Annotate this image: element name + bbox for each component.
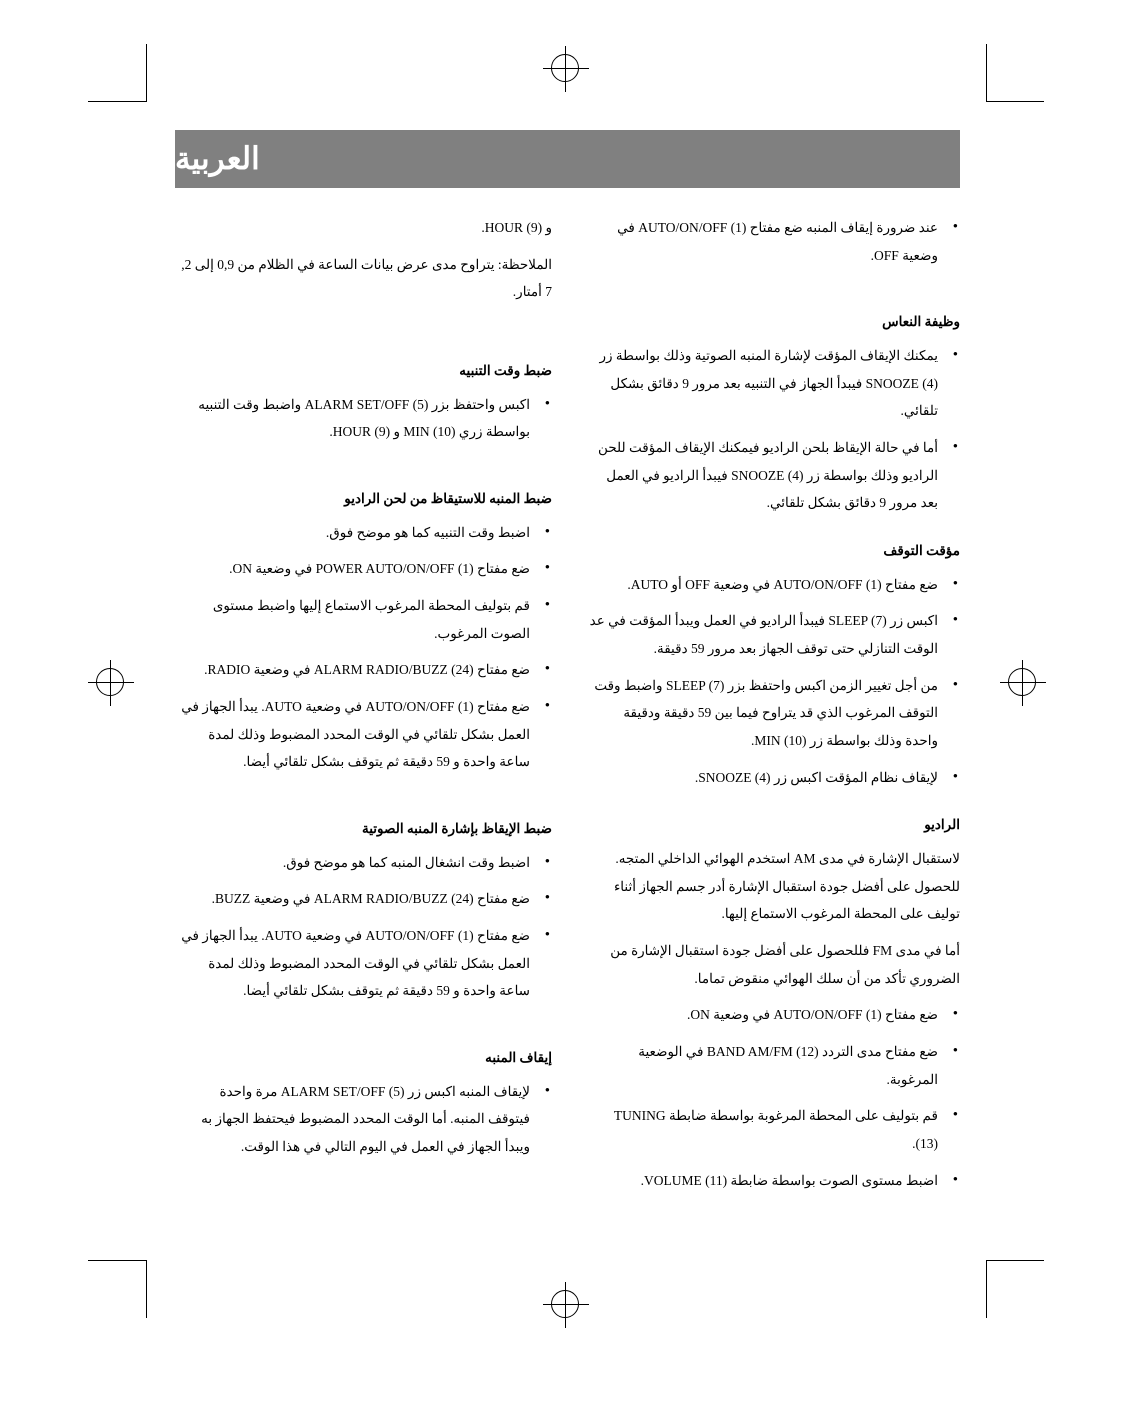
section-heading-sleep-timer: مؤقت التوقف [883, 543, 960, 559]
section-list-sleep-timer [588, 571, 960, 792]
list-item: • ضع مفتاح مدى التردد BAND AM/FM (12) في الوضعية المرغوبة. [588, 1038, 960, 1093]
two-column-body [175, 214, 960, 1203]
list-item: • لإيقاف نظام المؤقت اكبس زر SNOOZE (4). [588, 764, 960, 792]
note-text: الملاحظة: يتراوح مدى عرض بيانات الساعة في الظلام من 0,9 إلى 2, 7 أمتار. [181, 256, 552, 300]
section-heading-wake-to-radio: ضبط المنبه للاستيقاظ من لحن الراديو [344, 491, 552, 507]
list-item: • لإيقاف المنبه اكبس زر ALARM SET/OFF (5) مرة واحدة فيتوقف المنبه. أما الوقت المحدد المضبوط فيحتفظ الجهاز به ويبدأ الجهاز في العمل في اليوم التالي في هذا الوقت. [180, 1078, 552, 1161]
right-top-list [588, 214, 960, 269]
list-item: • أما في حالة الإيقاظ بلحن الراديو فيمكنك الإيقاف المؤقت للحن الراديو وذلك بواسطة زر SNOOZE (4) فيبدأ الراديو في العمل بعد مرور 9 دقائق بشكل تلقائي. [588, 434, 960, 517]
list-item: • قم بتوليف على المحطة المرغوبة بواسطة ضابطة TUNING (13). [588, 1102, 960, 1157]
section-heading-set-alarm-time: ضبط وقت التنبيه [459, 363, 552, 379]
page-content [175, 130, 960, 1203]
list-item: • ضع مفتاح AUTO/ON/OFF (1) في وضعية AUTO. يبدأ الجهاز في العمل بشكل تلقائي في الوقت المحدد المضبوط وذلك لمدة ساعة واحدة و 59 دقيقة ثم يتوقف بشكل تلقائي أيضا. [180, 693, 552, 776]
list-item: • ضع مفتاح POWER AUTO/ON/OFF (1) في وضعية ON. [180, 555, 552, 583]
crop-mark-top-right-vertical [986, 44, 987, 102]
section-list-stop-alarm [180, 1078, 552, 1161]
list-item: • ضع مفتاح ALARM RADIO/BUZZ (24) في وضعية RADIO. [180, 656, 552, 684]
crop-mark-top-right-horizontal [986, 101, 1044, 102]
section-heading-stop-alarm: إيقاف المنبه [485, 1050, 552, 1066]
right-column [588, 214, 960, 1203]
left-column [180, 214, 552, 1203]
list-item: • اكبس واحتفظ بزر ALARM SET/OFF (5) واضبط وقت التنبيه بواسطة زري MIN (10) و HOUR (9). [180, 391, 552, 446]
continued-text-line: و HOUR (9). [481, 220, 552, 235]
crop-mark-bottom-left-horizontal [88, 1260, 146, 1261]
paragraph: أما في مدى FM فللحصول على أفضل جودة استقبال الإشارة من الضروري تأكد من أن سلك الهوائي منقوض تماما. [610, 943, 960, 986]
list-item: • يمكنك الإيقاف المؤقت لإشارة المنبه الصوتية وذلك بواسطة زر SNOOZE (4) فيبدأ الجهاز في التنبيه بعد مرور 9 دقائق بشكل تلقائي. [588, 342, 960, 425]
section-heading-radio: الراديو [924, 817, 960, 833]
list-item: • اضبط مستوى الصوت بواسطة ضابطة VOLUME (11). [588, 1167, 960, 1195]
registration-mark-right [1000, 660, 1046, 706]
crop-mark-bottom-left-vertical [146, 1260, 147, 1318]
registration-mark-top [543, 46, 589, 92]
list-item: • ضع مفتاح ALARM RADIO/BUZZ (24) في وضعية BUZZ. [180, 885, 552, 913]
page-title: العربية [175, 141, 260, 176]
list-item: • اضبط وقت انشغال المنبه كما هو موضح فوق. [180, 849, 552, 877]
registration-mark-left [88, 660, 134, 706]
list-item: • عند ضرورة إيقاف المنبه ضع مفتاح AUTO/ON/OFF (1) في وضعية OFF. [588, 214, 960, 269]
crop-mark-bottom-right-vertical [986, 1260, 987, 1318]
section-heading-snooze: وظيفة النعاس [882, 314, 960, 330]
list-item: • اكبس زر SLEEP (7) فيبدأ الراديو في العمل ويبدأ المؤقت في عد الوقت التنازلي حتى توقف الجهاز بعد مرور 59 دقيقة. [588, 607, 960, 662]
crop-mark-top-left-horizontal [88, 101, 146, 102]
crop-mark-bottom-right-horizontal [986, 1260, 1044, 1261]
page-title-bar [175, 130, 960, 188]
list-item: • اضبط وقت التنبيه كما هو موضح فوق. [180, 519, 552, 547]
section-heading-wake-to-buzzer: ضبط الإيقاظ بإشارة المنبه الصوتية [361, 821, 552, 837]
registration-mark-bottom [543, 1282, 589, 1328]
section-list-wake-to-buzzer [180, 849, 552, 1005]
section-list-set-alarm-time [180, 391, 552, 446]
section-list-wake-to-radio [180, 519, 552, 776]
list-item: • ضع مفتاح AUTO/ON/OFF (1) في وضعية OFF أو AUTO. [588, 571, 960, 599]
paragraph: لاستقبال الإشارة في مدى AM استخدم الهوائي الداخلي المتجه. للحصول على أفضل جودة استقبال الإشارة أدر جسم الجهاز أثناء توليف على المحطة المرغوب الاستماع إليها. [613, 851, 960, 922]
list-item: • من أجل تغيير الزمن اكبس واحتفظ بزر SLEEP (7) واضبط وقت التوقف المرغوب الذي قد يتراوح فيما بين 59 دقيقة ودقيقة واحدة وذلك بواسطة زر MIN (10). [588, 672, 960, 755]
section-list-snooze [588, 342, 960, 517]
list-item: • قم بتوليف المحطة المرغوب الاستماع إليها واضبط مستوى الصوت المرغوب. [180, 592, 552, 647]
list-item: • ضع مفتاح AUTO/ON/OFF (1) في وضعية ON. [588, 1001, 960, 1029]
crop-mark-top-left-vertical [146, 44, 147, 102]
section-list-radio [588, 1001, 960, 1194]
list-item: • ضع مفتاح AUTO/ON/OFF (1) في وضعية AUTO. يبدأ الجهاز في العمل بشكل تلقائي في الوقت المحدد المضبوط وذلك لمدة ساعة واحدة و 59 دقيقة ثم يتوقف بشكل تلقائي أيضا. [180, 922, 552, 1005]
